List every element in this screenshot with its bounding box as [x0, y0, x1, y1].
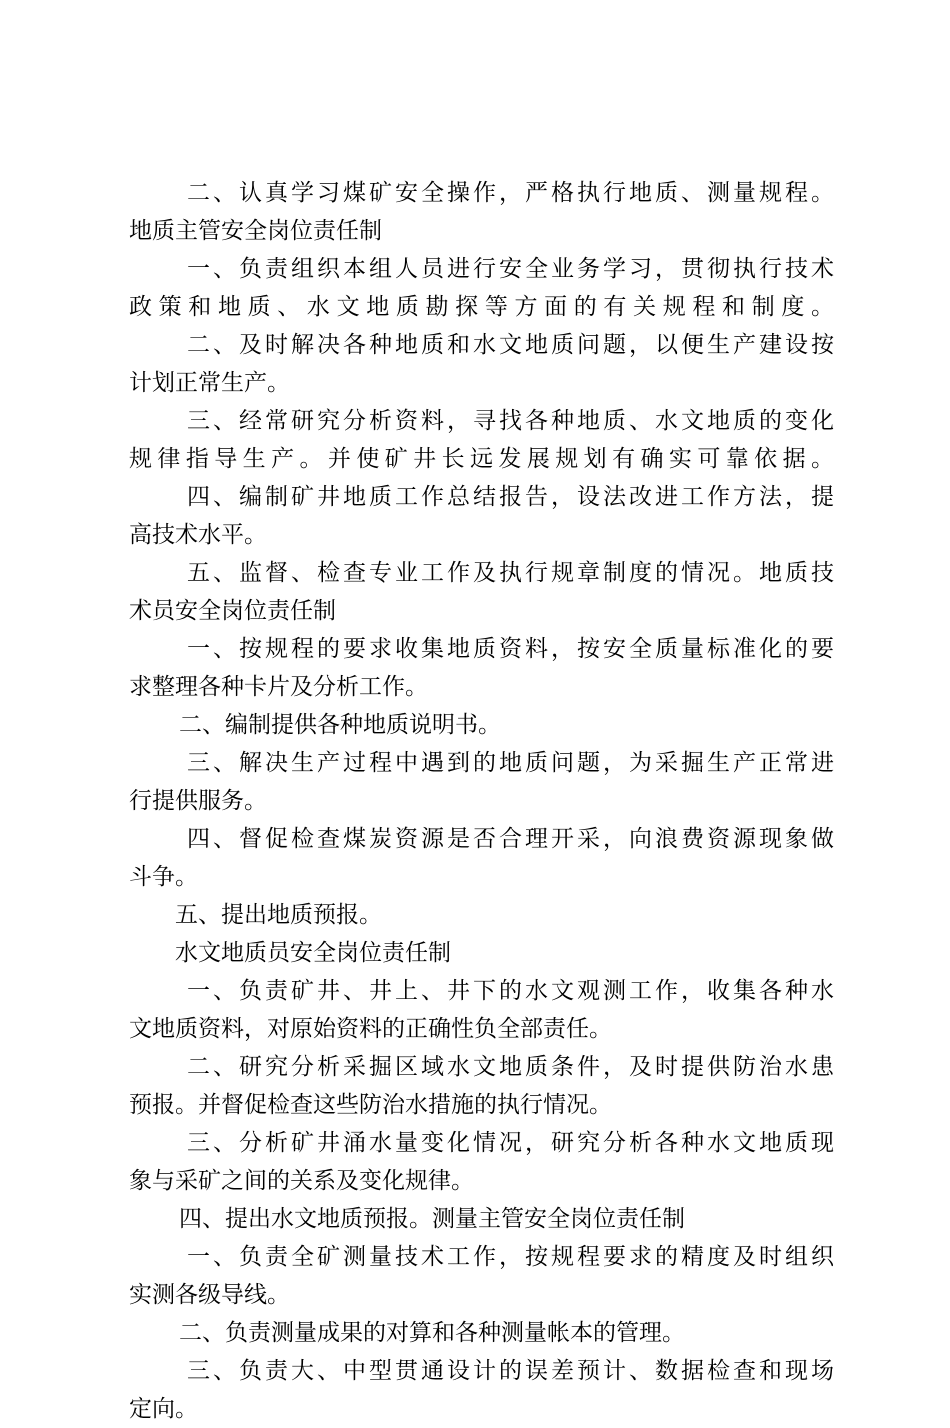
- paragraph-line: 三、经常研究分析资料，寻找各种地质、水文地质的变化: [187, 408, 834, 434]
- paragraph-line: 规律指导生产。并使矿井长远发展规划有确实可靠依据。: [129, 446, 834, 472]
- paragraph-line: 高技术水平。: [129, 522, 267, 548]
- paragraph-line: 计划正常生产。: [129, 370, 290, 396]
- paragraph-line: 四、提出水文地质预报。测量主管安全岗位责任制: [179, 1206, 685, 1232]
- paragraph-line: 二、编制提供各种地质说明书。: [179, 712, 501, 738]
- paragraph-line: 四、督促检查煤炭资源是否合理开采，向浪费资源现象做: [187, 826, 834, 852]
- paragraph-line: 三、负责大、中型贯通设计的误差预计、数据检查和现场: [187, 1358, 834, 1384]
- paragraph-line: 二、研究分析采掘区域水文地质条件，及时提供防治水患: [187, 1054, 834, 1080]
- paragraph-line: 斗争。: [129, 864, 198, 890]
- paragraph-line: 政策和地质、水文地质勘探等方面的有关规程和制度。: [129, 294, 834, 320]
- paragraph-line: 求整理各种卡片及分析工作。: [129, 674, 428, 700]
- paragraph-line: 一、负责矿井、井上、井下的水文观测工作，收集各种水: [187, 978, 834, 1004]
- paragraph-line: 一、按规程的要求收集地质资料，按安全质量标准化的要: [187, 636, 834, 662]
- paragraph-line: 一、负责全矿测量技术工作，按规程要求的精度及时组织: [187, 1244, 834, 1270]
- paragraph-line: 二、负责测量成果的对算和各种测量帐本的管理。: [179, 1320, 685, 1346]
- paragraph-line: 四、编制矿井地质工作总结报告，设法改进工作方法，提: [187, 484, 834, 510]
- paragraph-line: 文地质资料，对原始资料的正确性负全部责任。: [129, 1016, 612, 1042]
- paragraph-line: 实测各级导线。: [129, 1282, 290, 1308]
- paragraph-line: 一、负责组织本组人员进行安全业务学习，贯彻执行技术: [187, 256, 834, 282]
- section-heading-line: 水文地质员安全岗位责任制: [175, 940, 451, 966]
- paragraph-line: 三、解决生产过程中遇到的地质问题，为采掘生产正常进: [187, 750, 834, 776]
- paragraph-line: 象与采矿之间的关系及变化规律。: [129, 1168, 474, 1194]
- paragraph-line: 预报。并督促检查这些防治水措施的执行情况。: [129, 1092, 612, 1118]
- paragraph-line: 二、及时解决各种地质和水文地质问题，以便生产建设按: [187, 332, 834, 358]
- paragraph-line: 三、分析矿井涌水量变化情况，研究分析各种水文地质现: [187, 1130, 834, 1156]
- paragraph-line: 行提供服务。: [129, 788, 267, 814]
- document-body: [129, 174, 834, 1428]
- paragraph-line: 术员安全岗位责任制: [129, 598, 336, 624]
- paragraph-line: 五、提出地质预报。: [175, 902, 382, 928]
- paragraph-line: 五、监督、检查专业工作及执行规章制度的情况。地质技: [187, 560, 834, 586]
- paragraph-line: 二、认真学习煤矿安全操作，严格执行地质、测量规程。: [187, 180, 834, 206]
- paragraph-line: 定向。: [129, 1396, 198, 1422]
- section-heading-line: 地质主管安全岗位责任制: [129, 218, 382, 244]
